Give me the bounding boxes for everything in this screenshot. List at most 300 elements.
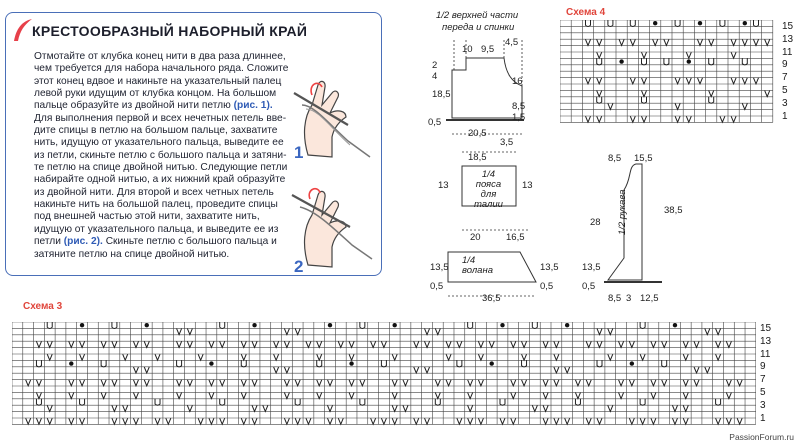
stitch-decrease-symbol — [274, 341, 279, 347]
stitch-decrease-symbol — [274, 367, 279, 373]
stitch-decrease-symbol — [220, 418, 225, 424]
belt-label-line: для — [480, 189, 497, 200]
watermark: PassionForum.ru — [729, 432, 794, 442]
stitch-decrease-symbol — [47, 354, 52, 360]
row-number: 5 — [782, 85, 788, 96]
scheme3-label: Схема 3 — [23, 301, 63, 312]
stitch-decrease-symbol — [133, 367, 138, 373]
dim-16-5: 16,5 — [506, 232, 525, 243]
stitch-decrease-symbol — [511, 380, 516, 386]
stitch-decrease-symbol — [629, 418, 634, 424]
stitch-decrease-symbol — [123, 418, 128, 424]
stitch-decrease-symbol — [133, 393, 138, 399]
stitch-decrease-symbol — [338, 418, 343, 424]
stitch-decrease-symbol — [36, 341, 41, 347]
stitch-decrease-symbol — [36, 418, 41, 424]
dim-28: 28 — [590, 217, 601, 228]
flounce-label — [462, 256, 493, 276]
stitch-decrease-symbol — [608, 103, 613, 109]
stitch-decrease-symbol — [731, 78, 736, 84]
stitch-decrease-symbol — [642, 52, 647, 58]
text-line: затяните петлю на спице двойной нитью. — [34, 248, 230, 260]
stitch-decrease-symbol — [241, 354, 246, 360]
stitch-decrease-symbol — [698, 78, 703, 84]
stitch-decrease-symbol — [543, 341, 548, 347]
stitch-decrease-symbol — [554, 418, 559, 424]
stitch-decrease-symbol — [683, 418, 688, 424]
stitch-decrease-symbol — [731, 52, 736, 58]
stitch-decrease-symbol — [575, 393, 580, 399]
stitch-purl-symbol — [47, 322, 52, 328]
stitch-decrease-symbol — [597, 78, 602, 84]
stitch-decrease-symbol — [414, 367, 419, 373]
stitch-purl-symbol — [675, 20, 680, 26]
stitch-decrease-symbol — [511, 393, 516, 399]
stitch-decrease-symbol — [565, 418, 570, 424]
stitch-decrease-symbol — [554, 367, 559, 373]
stitch-decrease-symbol — [683, 354, 688, 360]
stitch-purl-symbol — [742, 58, 747, 65]
stitch-decrease-symbol — [716, 329, 721, 335]
stitch-decrease-symbol — [754, 78, 759, 84]
stitch-decrease-symbol — [478, 380, 483, 386]
text-line: идущую от указательного пальца, и выведите ее из — [34, 223, 279, 235]
stitch-decrease-symbol — [295, 418, 300, 424]
stitch-decrease-symbol — [36, 393, 41, 399]
stitch-decrease-symbol — [742, 39, 747, 45]
stitch-bobble-symbol — [145, 323, 149, 327]
fig-ref-1: (рис. 1). — [233, 100, 273, 112]
stitch-decrease-symbol — [425, 418, 430, 424]
stitch-purl-symbol — [586, 20, 591, 26]
stitch-decrease-symbol — [241, 380, 246, 386]
stitch-decrease-symbol — [653, 39, 658, 45]
stitch-decrease-symbol — [522, 354, 527, 360]
stitch-decrease-symbol — [349, 380, 354, 386]
stitch-purl-symbol — [640, 399, 645, 406]
stitch-bobble-symbol — [209, 361, 213, 365]
stitch-decrease-symbol — [284, 393, 289, 399]
stitch-decrease-symbol — [446, 380, 451, 386]
stitch-bobble-symbol — [630, 361, 634, 365]
text-line: из петли, скиньте петлю с большого пальца и затяни- — [34, 149, 287, 161]
stitch-decrease-symbol — [586, 78, 591, 84]
stitch-decrease-symbol — [554, 341, 559, 347]
row-number: 15 — [760, 323, 772, 334]
flounce-label-line: волана — [462, 265, 493, 276]
scheme3-grid — [12, 322, 756, 426]
stitch-purl-symbol — [360, 399, 365, 406]
stitch-decrease-symbol — [662, 341, 667, 347]
stitch-decrease-symbol — [694, 380, 699, 386]
stitch-decrease-symbol — [651, 393, 656, 399]
stitch-decrease-symbol — [511, 418, 516, 424]
stitch-decrease-symbol — [468, 405, 473, 411]
stitch-decrease-symbol — [252, 418, 257, 424]
stitch-decrease-symbol — [166, 418, 171, 424]
stitch-decrease-symbol — [144, 341, 149, 347]
stitch-decrease-symbol — [554, 380, 559, 386]
stitch-decrease-symbol — [295, 380, 300, 386]
stitch-decrease-symbol — [414, 418, 419, 424]
stitch-decrease-symbol — [349, 341, 354, 347]
stitch-decrease-symbol — [392, 418, 397, 424]
stitch-decrease-symbol — [683, 341, 688, 347]
stitch-decrease-symbol — [675, 78, 680, 84]
stitch-decrease-symbol — [381, 341, 386, 347]
stitch-decrease-symbol — [675, 116, 680, 122]
stitch-decrease-symbol — [522, 380, 527, 386]
stitch-decrease-symbol — [686, 78, 691, 84]
stitch-decrease-symbol — [26, 418, 31, 424]
stitch-decrease-symbol — [651, 418, 656, 424]
stitch-decrease-symbol — [144, 380, 149, 386]
stitch-decrease-symbol — [101, 341, 106, 347]
stitch-decrease-symbol — [457, 341, 462, 347]
stitch-decrease-symbol — [575, 380, 580, 386]
stitch-decrease-symbol — [425, 329, 430, 335]
dim-38-5: 38,5 — [664, 205, 683, 216]
stitch-decrease-symbol — [425, 367, 430, 373]
row-number: 1 — [760, 412, 766, 424]
stitch-purl-symbol — [112, 322, 117, 328]
stitch-decrease-symbol — [198, 418, 203, 424]
stitch-decrease-symbol — [446, 341, 451, 347]
belt-label-line: 1/4 — [481, 169, 496, 180]
stitch-decrease-symbol — [705, 367, 710, 373]
stitch-purl-symbol — [381, 360, 386, 367]
stitch-decrease-symbol — [765, 39, 770, 45]
row-number: 13 — [760, 335, 772, 347]
stitch-decrease-symbol — [698, 39, 703, 45]
stitch-decrease-symbol — [403, 380, 408, 386]
stitch-decrease-symbol — [435, 329, 440, 335]
stitch-decrease-symbol — [709, 39, 714, 45]
figure-number-1: 1 — [294, 143, 304, 162]
text-line: те петлю на спице двойной нитью. Следующие петли — [34, 162, 288, 174]
stitch-decrease-symbol — [80, 354, 85, 360]
stitch-decrease-symbol — [619, 341, 624, 347]
stitch-decrease-symbol — [414, 341, 419, 347]
stitch-purl-symbol — [716, 399, 721, 406]
stitch-decrease-symbol — [478, 418, 483, 424]
stitch-decrease-symbol — [252, 341, 257, 347]
top-caption-line2: переда и спинки — [442, 22, 515, 33]
stitch-bobble-symbol — [565, 323, 569, 327]
stitch-decrease-symbol — [133, 341, 138, 347]
row-number: 11 — [782, 46, 793, 58]
stitch-decrease-symbol — [608, 329, 613, 335]
stitch-decrease-symbol — [709, 91, 714, 97]
stitch-decrease-symbol — [101, 393, 106, 399]
stitch-decrease-symbol — [478, 341, 483, 347]
stitch-decrease-symbol — [608, 405, 613, 411]
stitch-decrease-symbol — [683, 380, 688, 386]
stitch-purl-symbol — [662, 360, 667, 367]
stitch-purl-symbol — [155, 399, 160, 406]
text-line: из двойной нити. Для второй и всех четных петель — [34, 186, 274, 198]
dim-8-5-bottom: 8,5 — [608, 293, 622, 304]
stitch-decrease-symbol — [26, 380, 31, 386]
stitch-decrease-symbol — [457, 418, 462, 424]
stitch-decrease-symbol — [435, 393, 440, 399]
stitch-decrease-symbol — [349, 354, 354, 360]
stitch-decrease-symbol — [642, 116, 647, 122]
stitch-bobble-symbol — [698, 21, 702, 25]
stitch-bobble-symbol — [619, 59, 623, 63]
dim-13-5-left: 13,5 — [430, 262, 449, 273]
stitch-decrease-symbol — [683, 393, 688, 399]
dim-3-5: 3,5 — [500, 137, 514, 148]
stitch-decrease-symbol — [597, 418, 602, 424]
stitch-decrease-symbol — [144, 367, 149, 373]
stitch-decrease-symbol — [629, 341, 634, 347]
row-number: 3 — [782, 97, 788, 109]
stitch-decrease-symbol — [446, 354, 451, 360]
stitch-decrease-symbol — [209, 341, 214, 347]
stitch-decrease-symbol — [742, 78, 747, 84]
stitch-decrease-symbol — [47, 341, 52, 347]
dim-13-5-sleeve: 13,5 — [582, 262, 601, 273]
stitch-decrease-symbol — [47, 405, 52, 411]
stitch-purl-symbol — [500, 399, 505, 406]
figure-number-2: 2 — [294, 257, 304, 276]
stitch-decrease-symbol — [112, 405, 117, 411]
stitch-decrease-symbol — [640, 418, 645, 424]
stitch-decrease-symbol — [241, 341, 246, 347]
scheme4-label: Схема 4 — [566, 7, 606, 18]
dim-18-5: 18,5 — [432, 89, 451, 100]
stitch-decrease-symbol — [284, 380, 289, 386]
stitch-decrease-symbol — [392, 393, 397, 399]
stitch-decrease-symbol — [80, 341, 85, 347]
stitch-decrease-symbol — [69, 341, 74, 347]
stitch-decrease-symbol — [468, 380, 473, 386]
stitch-decrease-symbol — [586, 341, 591, 347]
stitch-decrease-symbol — [133, 418, 138, 424]
stitch-decrease-symbol — [252, 380, 257, 386]
stitch-decrease-symbol — [608, 354, 613, 360]
row-number: 7 — [782, 72, 788, 84]
stitch-decrease-symbol — [651, 341, 656, 347]
stitch-decrease-symbol — [642, 91, 647, 97]
stitch-decrease-symbol — [263, 405, 268, 411]
row-number: 15 — [782, 21, 794, 32]
dim-20-5: 20,5 — [468, 128, 487, 139]
text-line: этот конец вдвое и накиньте на указательный палец — [34, 75, 282, 87]
stitch-purl-symbol — [177, 360, 182, 367]
stitch-purl-symbol — [709, 58, 714, 65]
dim-13-5-right: 13,5 — [540, 262, 559, 273]
stitch-bobble-symbol — [673, 323, 677, 327]
stitch-decrease-symbol — [317, 393, 322, 399]
dim-2: 2 — [432, 60, 438, 71]
dim-8-5: 8,5 — [512, 101, 526, 112]
stitch-decrease-symbol — [619, 393, 624, 399]
stitch-decrease-symbol — [241, 393, 246, 399]
stitch-decrease-symbol — [586, 116, 591, 122]
stitch-decrease-symbol — [662, 380, 667, 386]
stitch-decrease-symbol — [630, 78, 635, 84]
stitch-decrease-symbol — [328, 418, 333, 424]
text-line: дите спицы в петлю на большом пальце, захватите — [34, 125, 278, 137]
stitch-decrease-symbol — [597, 39, 602, 45]
dim-4: 4 — [432, 71, 438, 82]
dim-4-5: 4,5 — [505, 37, 519, 48]
belt-label — [474, 170, 503, 210]
stitch-decrease-symbol — [554, 354, 559, 360]
stitch-decrease-symbol — [209, 393, 214, 399]
stitch-decrease-symbol — [630, 39, 635, 45]
row-number: 9 — [760, 361, 766, 373]
stitch-decrease-symbol — [716, 354, 721, 360]
stitch-decrease-symbol — [252, 405, 257, 411]
sleeve-label: 1/2 рукава — [617, 189, 628, 235]
stitch-decrease-symbol — [765, 91, 770, 97]
stitch-purl-symbol — [630, 20, 635, 26]
stitch-decrease-symbol — [675, 103, 680, 109]
stitch-decrease-symbol — [187, 329, 192, 335]
stitch-decrease-symbol — [597, 52, 602, 58]
stitch-decrease-symbol — [328, 405, 333, 411]
stitch-purl-symbol — [468, 322, 473, 328]
stitch-decrease-symbol — [123, 405, 128, 411]
stitch-decrease-symbol — [522, 341, 527, 347]
stitch-decrease-symbol — [80, 380, 85, 386]
stitch-decrease-symbol — [619, 39, 624, 45]
stitch-decrease-symbol — [155, 418, 160, 424]
stitch-decrease-symbol — [349, 393, 354, 399]
dim-1-5: 1,5 — [512, 112, 526, 123]
stitch-decrease-symbol — [177, 329, 182, 335]
panel-title: КРЕСТООБРАЗНЫЙ НАБОРНЫЙ КРАЙ — [32, 23, 308, 39]
text-line: нить, идущую от указательного пальца, выведите ее — [34, 137, 284, 149]
stitch-purl-symbol — [754, 20, 759, 26]
stitch-decrease-symbol — [586, 380, 591, 386]
stitch-decrease-symbol — [565, 367, 570, 373]
stitch-bobble-symbol — [80, 323, 84, 327]
stitch-decrease-symbol — [177, 341, 182, 347]
stitch-decrease-symbol — [543, 405, 548, 411]
stitch-decrease-symbol — [155, 354, 160, 360]
dim-16: 16 — [512, 76, 523, 87]
stitch-decrease-symbol — [209, 380, 214, 386]
stitch-decrease-symbol — [371, 418, 376, 424]
stitch-decrease-symbol — [187, 341, 192, 347]
stitch-purl-symbol — [457, 360, 462, 367]
stitch-decrease-symbol — [720, 116, 725, 122]
row-number: 9 — [782, 59, 788, 71]
stitch-decrease-symbol — [392, 405, 397, 411]
stitch-decrease-symbol — [284, 329, 289, 335]
stitch-decrease-symbol — [435, 380, 440, 386]
stitch-decrease-symbol — [317, 341, 322, 347]
stitch-decrease-symbol — [726, 341, 731, 347]
stitch-decrease-symbol — [133, 380, 138, 386]
stitch-decrease-symbol — [112, 341, 117, 347]
stitch-decrease-symbol — [705, 329, 710, 335]
title-swoosh-icon — [12, 17, 34, 43]
stitch-bobble-symbol — [490, 361, 494, 365]
stitch-decrease-symbol — [716, 341, 721, 347]
row-number: 5 — [760, 387, 766, 398]
stitch-purl-symbol — [608, 20, 613, 26]
stitch-decrease-symbol — [177, 380, 182, 386]
stitch-purl-symbol — [640, 322, 645, 328]
stitch-decrease-symbol — [726, 380, 731, 386]
text-line — [34, 236, 282, 248]
stitch-decrease-symbol — [123, 354, 128, 360]
stitch-decrease-symbol — [754, 39, 759, 45]
stitch-decrease-symbol — [478, 354, 483, 360]
stitch-decrease-symbol — [177, 393, 182, 399]
stitch-decrease-symbol — [187, 405, 192, 411]
stitch-purl-symbol — [295, 399, 300, 406]
dim-18-5-belt: 18,5 — [468, 152, 487, 163]
top-caption-line1: 1/2 верхней части — [436, 10, 519, 21]
stitch-decrease-symbol — [737, 380, 742, 386]
dim-13-left: 13 — [438, 180, 449, 191]
stitch-decrease-symbol — [726, 393, 731, 399]
stitch-decrease-symbol — [468, 418, 473, 424]
stitch-decrease-symbol — [69, 418, 74, 424]
stitch-decrease-symbol — [69, 380, 74, 386]
dim-10: 10 — [462, 44, 473, 55]
stitch-decrease-symbol — [716, 418, 721, 424]
stitch-bobble-symbol — [743, 21, 747, 25]
dim-8-5-sleeve: 8,5 — [608, 153, 622, 164]
stitch-decrease-symbol — [69, 393, 74, 399]
stitch-decrease-symbol — [381, 418, 386, 424]
stitch-decrease-symbol — [317, 380, 322, 386]
stitch-decrease-symbol — [543, 418, 548, 424]
belt-label-line: талии — [474, 199, 503, 210]
stitch-decrease-symbol — [392, 380, 397, 386]
stitch-decrease-symbol — [597, 91, 602, 97]
row-number: 7 — [760, 374, 766, 386]
dim-0-5-left: 0,5 — [430, 281, 444, 292]
stitch-decrease-symbol — [101, 380, 106, 386]
stitch-purl-symbol — [101, 360, 106, 367]
stitch-purl-symbol — [720, 20, 725, 26]
stitch-decrease-symbol — [209, 418, 214, 424]
stitch-decrease-symbol — [403, 405, 408, 411]
stitch-purl-symbol — [80, 399, 85, 406]
text-line: чем требуется для набора начального ряда. Сложите — [34, 63, 289, 75]
stitch-decrease-symbol — [306, 418, 311, 424]
stitch-decrease-symbol — [597, 116, 602, 122]
text-line: Отмотайте от клубка конец нити в два раза длиннее, — [34, 51, 286, 62]
stitch-decrease-symbol — [425, 341, 430, 347]
stitch-decrease-symbol — [737, 418, 742, 424]
scheme4-grid — [560, 20, 780, 124]
stitch-decrease-symbol — [80, 418, 85, 424]
stitch-bobble-symbol — [349, 361, 353, 365]
stitch-decrease-symbol — [274, 354, 279, 360]
stitch-decrease-symbol — [295, 329, 300, 335]
stitch-purl-symbol — [220, 322, 225, 328]
stitch-decrease-symbol — [694, 367, 699, 373]
stitch-decrease-symbol — [629, 380, 634, 386]
text-part: петли — [34, 236, 61, 248]
stitch-bobble-symbol — [69, 361, 73, 365]
stitch-decrease-symbol — [742, 103, 747, 109]
stitch-decrease-symbol — [338, 341, 343, 347]
stitch-purl-symbol — [597, 360, 602, 367]
stitch-bobble-symbol — [392, 323, 396, 327]
stitch-decrease-symbol — [597, 341, 602, 347]
stitch-decrease-symbol — [686, 52, 691, 58]
